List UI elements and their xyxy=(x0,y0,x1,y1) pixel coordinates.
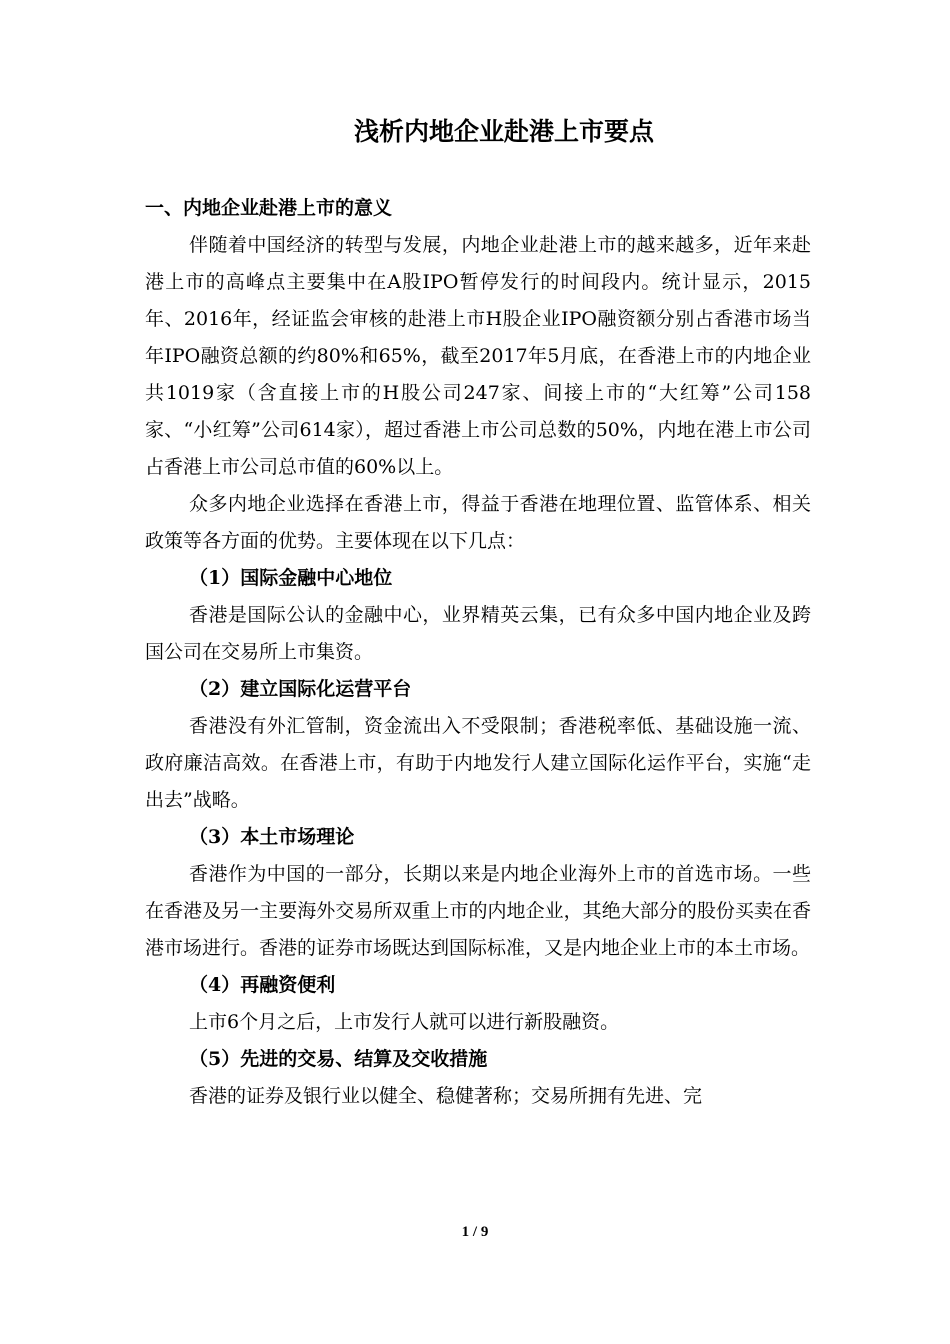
paragraph-intro: 伴随着中国经济的转型与发展，内地企业赴港上市的越来越多，近年来赴港上市的高峰点主要集中在A股IPO暂停发行的时间段内。统计显示，2015年、2016年，经证监会审核的赴港上市H股企业IPO融资额分别占香港市场当年IPO融资总额的约80%和65%，截至2017年5月底，在香港上市的内地企业共1019家（含直接上市的H股公司247家、间接上市的“大红筹”公司158家、“小红筹”公司614家），超过香港上市公司总数的50%，内地在港上市公司占香港上市公司总市值的60%以上。 xyxy=(145,234,811,478)
paragraph-international-platform: 香港没有外汇管制，资金流出入不受限制；香港税率低、基础设施一流、政府廉洁高效。在香港上市，有助于内地发行人建立国际化运作平台，实施“走出去”战略。 xyxy=(145,715,811,811)
paragraph-home-market: 香港作为中国的一部分，长期以来是内地企业海外上市的首选市场。一些在香港及另一主要海外交易所双重上市的内地企业，其绝大部分的股份买卖在香港市场进行。香港的证券市场既达到国际标准，又是内地企业上市的本土市场。 xyxy=(145,863,811,959)
subheading-refinancing: （4）再融资便利 xyxy=(189,974,336,996)
paragraph-financial-center: 香港是国际公认的金融中心，业界精英云集，已有众多中国内地企业及跨国公司在交易所上市集资。 xyxy=(145,604,811,663)
subheading-home-market: （3）本土市场理论 xyxy=(189,826,355,848)
paragraph-trading-settlement: 香港的证券及银行业以健全、稳健著称；交易所拥有先进、完 xyxy=(189,1085,703,1107)
paragraph-refinancing: 上市6个月之后，上市发行人就可以进行新股融资。 xyxy=(189,1011,620,1033)
paragraph-advantages: 众多内地企业选择在香港上市，得益于香港在地理位置、监管体系、相关政策等各方面的优势。主要体现在以下几点： xyxy=(145,493,811,552)
page-number: 1 / 9 xyxy=(461,1224,489,1240)
document-title: 浅析内地企业赴港上市要点 xyxy=(353,117,654,146)
subheading-financial-center: （1）国际金融中心地位 xyxy=(189,567,393,589)
subheading-trading-settlement: （5）先进的交易、结算及交收措施 xyxy=(189,1048,488,1070)
section-heading-significance: 一、内地企业赴港上市的意义 xyxy=(145,197,393,219)
subheading-international-platform: （2）建立国际化运营平台 xyxy=(189,678,412,700)
document-body xyxy=(145,190,811,1115)
